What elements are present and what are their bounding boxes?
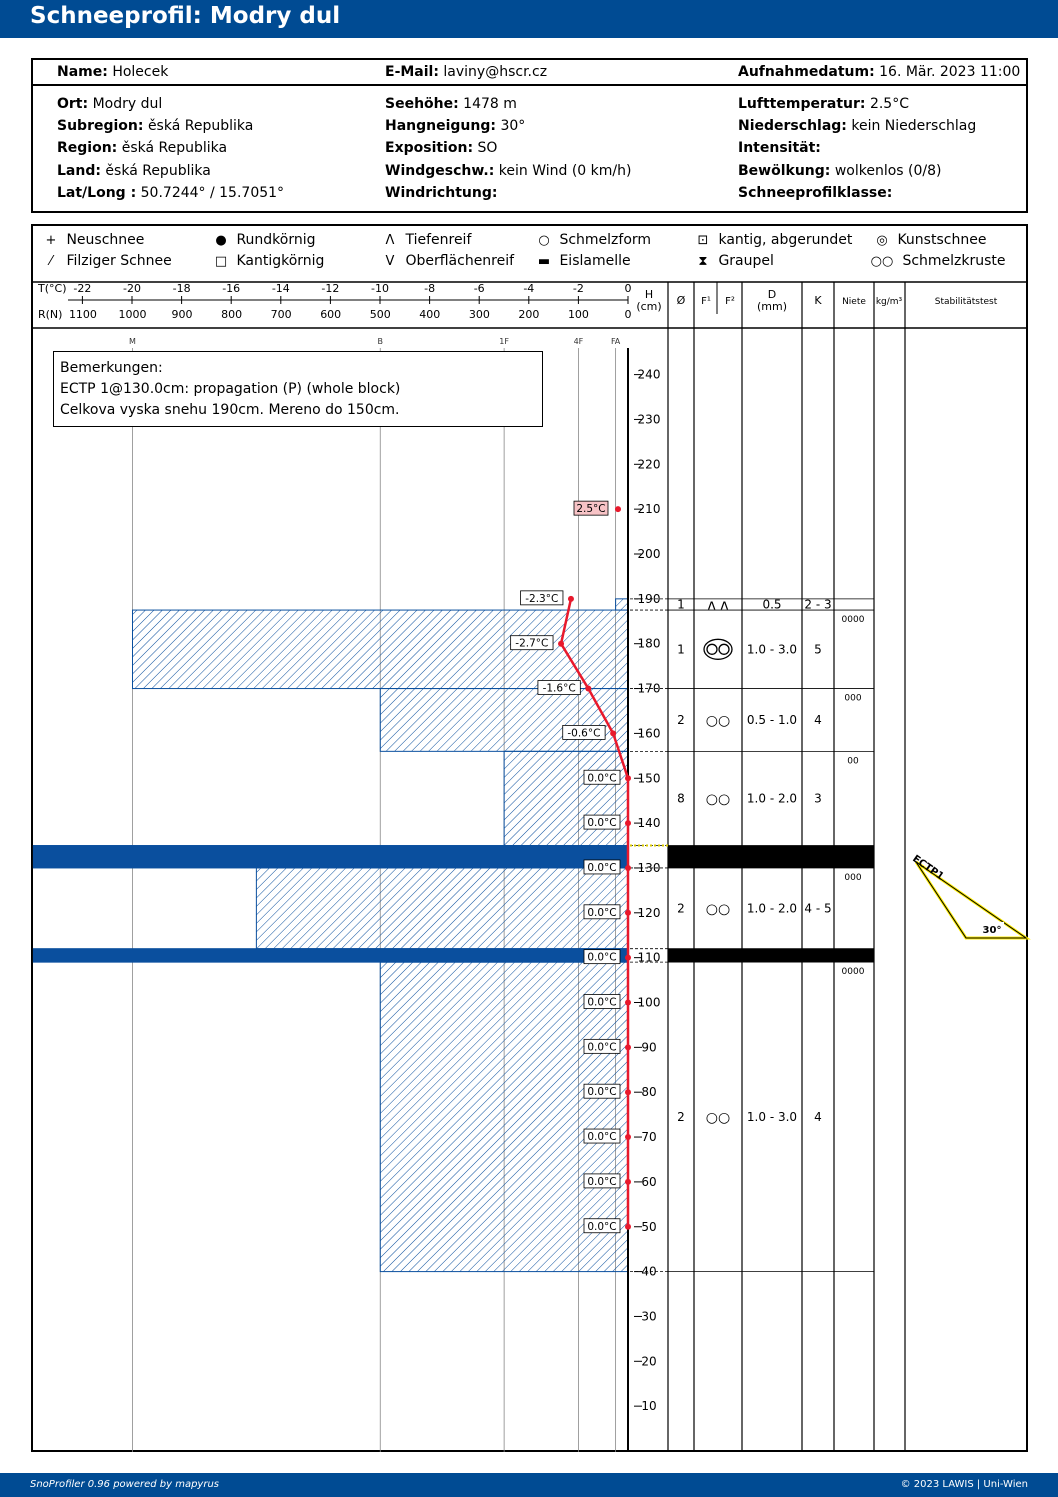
- temperature-point: [625, 775, 631, 781]
- ice-layer-row: [668, 846, 874, 868]
- angle-label: 30°: [982, 924, 1002, 936]
- temperature-point: [625, 910, 631, 916]
- height-tick-label: 10: [641, 1399, 657, 1414]
- height-tick-label: 120: [637, 905, 661, 920]
- resistance-tick-label: 1100: [68, 308, 97, 321]
- hardness-bar: [380, 689, 628, 752]
- column-header-d: D: [767, 288, 777, 301]
- height-tick-label: 160: [637, 726, 661, 741]
- hardness-bar: [256, 868, 628, 949]
- height-tick-label: 110: [637, 950, 661, 965]
- column-header-f2: F²: [725, 296, 735, 307]
- layer-grain-size: 1.0 - 2.0: [746, 791, 798, 806]
- height-tick-label: 170: [637, 681, 661, 696]
- hardness-bar: [504, 751, 628, 845]
- temperature-label: 0.0°C: [587, 1041, 617, 1054]
- temperature-label: 0.0°C: [587, 1220, 617, 1233]
- temperature-label: 0.0°C: [587, 951, 617, 964]
- resistance-tick-label: 100: [567, 308, 589, 321]
- temperature-axis-label: T(°C): [38, 282, 67, 295]
- temperature-label: 0.0°C: [587, 906, 617, 919]
- resistance-tick-label: 1000: [118, 308, 147, 321]
- temperature-point: [625, 1134, 631, 1140]
- resistance-tick-label: 300: [468, 308, 490, 321]
- height-tick-label: 210: [637, 502, 661, 517]
- resistance-tick-label: 500: [369, 308, 391, 321]
- melt-form-icon: [707, 644, 717, 654]
- hardness-label: 4F: [573, 337, 584, 346]
- cloud-cover-field: Bewölkung: wolkenlos (0/8): [738, 163, 942, 179]
- height-tick-label: 30: [641, 1309, 657, 1324]
- height-tick-label: 100: [637, 995, 661, 1010]
- ice-lens: [33, 949, 628, 962]
- temperature-point: [625, 1179, 631, 1185]
- latlong-field: Lat/Long : 50.7244° / 15.7051°: [57, 185, 285, 201]
- temperature-point: [625, 820, 631, 826]
- height-tick-label: 140: [637, 816, 661, 831]
- column-header-d-unit: (mm): [756, 300, 788, 313]
- graupel-icon: ⧗: [698, 254, 708, 269]
- resistance-axis-label: R(N): [38, 308, 63, 321]
- hardness-bar: [616, 599, 628, 610]
- layer-niete: 0000: [841, 615, 865, 626]
- melt-form-icon: [719, 644, 729, 654]
- kantig-abgerundet-icon: ⊡: [697, 233, 709, 248]
- temperature-tick-label: -20: [123, 282, 141, 295]
- ice-lens: [33, 846, 628, 868]
- temperature-point: [558, 641, 564, 647]
- layer-hardness-k: 4: [814, 1109, 822, 1124]
- temperature-point: [568, 596, 574, 602]
- wind-speed-field: Windgeschw.: kein Wind (0 km/h): [385, 163, 632, 179]
- page-title: Schneeprofil: Modry dul: [30, 3, 341, 29]
- legend-item-oberflaechenreif: V Oberflächenreif: [379, 253, 514, 269]
- rundkoernig-icon: ●: [215, 233, 227, 248]
- legend-item-schmelzkruste: ○○ Schmelzkruste: [866, 253, 1006, 269]
- height-tick-label: 220: [637, 457, 661, 472]
- legend-item-filziger: ⁄ Filziger Schnee: [40, 253, 172, 269]
- temperature-label: -2.7°C: [515, 637, 549, 650]
- resistance-tick-label: 400: [419, 308, 441, 321]
- footer-credit: SnoProfiler 0.96 powered by mapyrus: [30, 1479, 220, 1490]
- temperature-point: [585, 686, 591, 692]
- temperature-point: [625, 865, 631, 871]
- layer-grain-size: 1.0 - 3.0: [746, 1109, 798, 1124]
- temperature-point: [610, 730, 616, 736]
- remarks-box: [53, 351, 543, 427]
- region-field: Region: ěská Republika: [57, 140, 228, 156]
- tiefenreif-icon: Λ: [385, 233, 395, 248]
- layer-grain-size: 1.0 - 3.0: [746, 642, 798, 657]
- resistance-tick-label: 800: [221, 308, 243, 321]
- air-temperature-point: [615, 506, 621, 512]
- elevation-field: Seehöhe: 1478 m: [385, 96, 517, 112]
- hardness-label: M: [129, 337, 136, 346]
- temperature-label: 0.0°C: [587, 772, 617, 785]
- temperature-label: 0.0°C: [587, 1175, 617, 1188]
- temperature-tick-label: -18: [172, 282, 191, 295]
- temperature-label: 0.0°C: [587, 1086, 617, 1099]
- hardness-bar: [133, 610, 629, 688]
- remarks-title: Bemerkungen:: [60, 360, 163, 376]
- oberflaechenreif-icon: V: [385, 254, 395, 269]
- temperature-label: 0.0°C: [587, 1131, 617, 1144]
- layer-grain-size: 0.5 - 1.0: [746, 712, 798, 727]
- height-tick-label: 40: [641, 1264, 657, 1279]
- column-header-h: H: [644, 288, 654, 301]
- layer-niete: 0000: [841, 967, 865, 978]
- schmelzform-icon: ○: [538, 233, 550, 248]
- temperature-tick-label: -4: [523, 282, 535, 295]
- legend-item-kantigkoernig: □ Kantigkörnig: [210, 253, 324, 269]
- temperature-label: 0.0°C: [587, 817, 617, 830]
- resistance-tick-label: 0: [624, 308, 632, 321]
- layer-diameter: 2: [677, 712, 685, 727]
- height-tick-label: 60: [641, 1174, 657, 1189]
- height-tick-label: 180: [637, 636, 661, 651]
- legend-item-eislamelle: ▬ Eislamelle: [533, 253, 631, 269]
- layer-hardness-k: 3: [814, 791, 822, 806]
- temperature-label: -0.6°C: [567, 727, 601, 740]
- kunstschnee-icon: ◎: [876, 233, 888, 248]
- ice-layer-row: [668, 949, 874, 962]
- layer-niete: 000: [844, 872, 862, 883]
- observer-field: Name: Holecek: [57, 64, 169, 80]
- temperature-label: -2.3°C: [525, 592, 559, 605]
- layer-diameter: 8: [677, 791, 685, 806]
- height-tick-label: 80: [641, 1085, 657, 1100]
- height-tick-label: 70: [641, 1130, 657, 1145]
- air-temp-field: Lufttemperatur: 2.5°C: [738, 96, 909, 112]
- layer-grain-icon: ○○: [705, 712, 731, 729]
- ectp-label: ECTP1: [910, 853, 946, 883]
- kantigkoernig-icon: □: [214, 254, 228, 269]
- column-header-f1: F¹: [701, 296, 711, 307]
- layer-hardness-k: 4 - 5: [804, 901, 832, 916]
- height-tick-label: 50: [641, 1219, 657, 1234]
- layer-diameter: 2: [677, 1109, 685, 1124]
- temperature-tick-label: -10: [371, 282, 389, 295]
- resistance-tick-label: 900: [171, 308, 193, 321]
- legend-item-schmelzform: ○ Schmelzform: [533, 232, 651, 248]
- legend-item-neuschnee: + Neuschnee: [40, 232, 144, 248]
- layer-grain-size: 0.5: [762, 597, 782, 612]
- layer-grain-size: 1.0 - 2.0: [746, 901, 798, 916]
- layer-diameter: 1: [677, 642, 685, 657]
- height-tick-label: 240: [637, 367, 661, 382]
- remarks-line: Celkova vyska snehu 190cm. Mereno do 150cm.: [60, 402, 400, 418]
- country-field: Land: ěská Republika: [57, 163, 211, 179]
- resistance-tick-label: 600: [320, 308, 342, 321]
- temperature-label: 0.0°C: [587, 996, 617, 1009]
- profile-class-field: Schneeprofilklasse:: [738, 185, 893, 201]
- hardness-label: 1F: [499, 337, 509, 346]
- column-header-h-unit: (cm): [636, 300, 662, 313]
- subregion-field: Subregion: ěská Republika: [57, 118, 254, 134]
- filziger-schnee-icon: ⁄: [49, 254, 53, 269]
- precipitation-field: Niederschlag: kein Niederschlag: [738, 118, 977, 134]
- air-temperature-label: 2.5°C: [576, 503, 606, 516]
- wind-direction-field: Windrichtung:: [385, 185, 498, 201]
- temperature-tick-label: 0: [624, 282, 632, 295]
- height-tick-label: 200: [637, 547, 661, 561]
- column-header-stability: Stabilitätstest: [934, 297, 998, 307]
- page-footer: [0, 1473, 1058, 1497]
- height-tick-label: 230: [637, 412, 661, 427]
- height-tick-label: 90: [641, 1040, 657, 1055]
- layer-hardness-k: 5: [814, 642, 822, 657]
- column-header-k: K: [814, 294, 822, 307]
- schmelzkruste-icon: ○○: [870, 254, 894, 269]
- slope-field: Hangneigung: 30°: [385, 118, 526, 134]
- legend-item-kantig-abgerundet: ⊡ kantig, abgerundet: [692, 232, 852, 248]
- temperature-point: [625, 1089, 631, 1095]
- height-tick-label: 130: [637, 860, 661, 875]
- temperature-tick-label: -22: [73, 282, 92, 295]
- temperature-tick-label: -12: [321, 282, 340, 295]
- temperature-point: [625, 955, 631, 961]
- temperature-tick-label: -14: [271, 282, 290, 295]
- column-header-niete: Niete: [842, 297, 866, 307]
- layer-hardness-k: 4: [814, 712, 822, 727]
- legend-item-kunstschnee: ◎ Kunstschnee: [871, 232, 986, 248]
- neuschnee-icon: +: [45, 233, 57, 248]
- layer-diameter: 2: [677, 901, 685, 916]
- temperature-tick-label: -8: [424, 282, 436, 295]
- footer-copyright: © 2023 LAWIS | Uni-Wien: [900, 1479, 1028, 1490]
- height-tick-label: 150: [637, 771, 661, 786]
- temperature-point: [625, 1044, 631, 1050]
- column-header-diameter: Ø: [676, 294, 686, 307]
- email-field: E-Mail: laviny@hscr.cz: [385, 64, 548, 80]
- layer-grain-icon: ○○: [705, 1109, 731, 1126]
- remarks-line: ECTP 1@130.0cm: propagation (P) (whole block): [60, 381, 401, 397]
- layer-diameter: 1: [677, 597, 685, 612]
- column-header-density: kg/m³: [875, 297, 903, 307]
- resistance-tick-label: 200: [518, 308, 540, 321]
- height-tick-label: 20: [641, 1354, 657, 1369]
- resistance-tick-label: 700: [270, 308, 292, 321]
- temperature-tick-label: -2: [572, 282, 584, 295]
- legend-item-rundkoernig: ● Rundkörnig: [210, 232, 316, 248]
- layer-grain-icon: ○○: [705, 901, 731, 918]
- legend-item-tiefenreif: Λ Tiefenreif: [379, 232, 471, 248]
- aspect-field: Exposition: SO: [385, 140, 498, 156]
- hardness-label: FA: [610, 337, 621, 346]
- date-field: Aufnahmedatum: 16. Mär. 2023 11:00: [738, 64, 1021, 80]
- temperature-label: -1.6°C: [542, 682, 576, 695]
- temperature-tick-label: -16: [222, 282, 241, 295]
- melt-crust-icon: [704, 639, 732, 659]
- temperature-point: [625, 1224, 631, 1230]
- eislamelle-icon: ▬: [537, 254, 551, 269]
- height-tick-label: 190: [637, 591, 661, 606]
- hardness-label: B: [377, 337, 383, 346]
- layer-grain-icon: ʌ ʌ: [707, 597, 729, 614]
- intensity-field: Intensität:: [738, 140, 821, 156]
- temperature-label: 0.0°C: [587, 861, 617, 874]
- legend-item-graupel: ⧗ Graupel: [692, 253, 774, 269]
- layer-hardness-k: 2 - 3: [804, 597, 832, 612]
- layer-grain-icon: ○○: [705, 791, 731, 808]
- location-field: Ort: Modry dul: [57, 96, 163, 112]
- temperature-tick-label: -6: [473, 282, 485, 295]
- layer-niete: 00: [847, 756, 859, 767]
- temperature-point: [625, 1000, 631, 1006]
- layer-niete: 000: [844, 693, 862, 704]
